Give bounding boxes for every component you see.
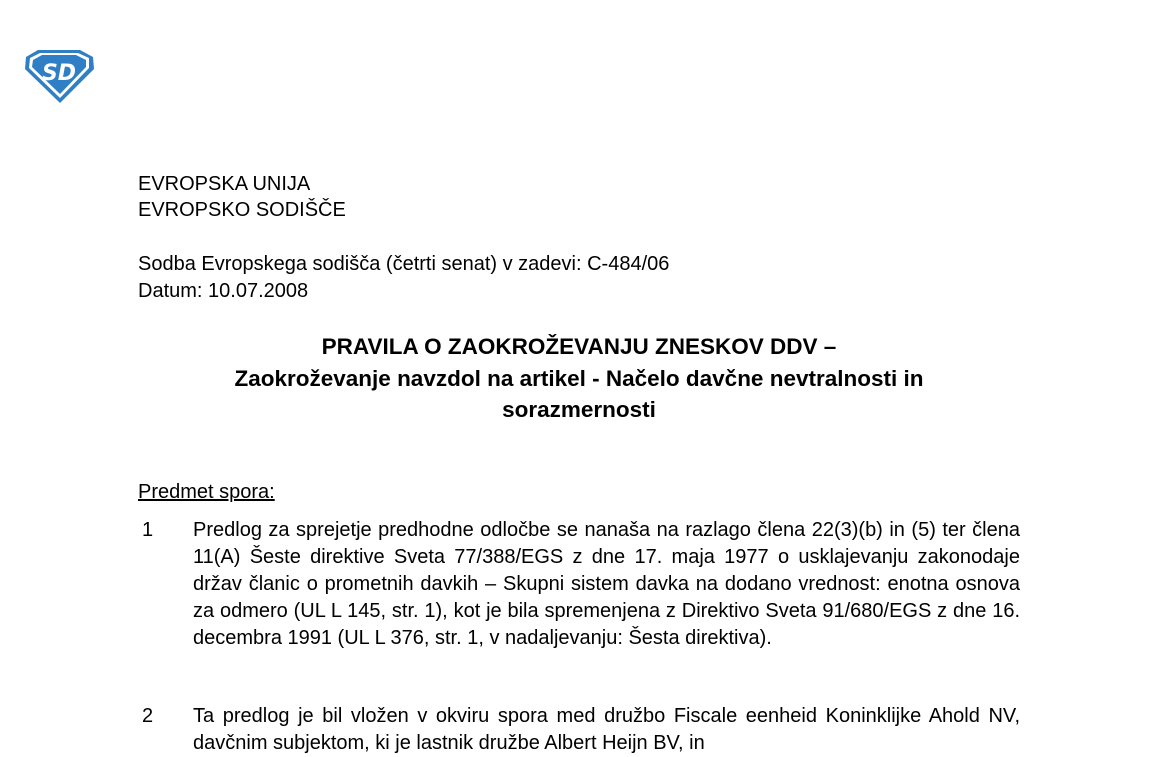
paragraph-text: Predlog za sprejetje predhodne odločbe se nanaša na razlago člena 22(3)(b) in (5) ter člena 11(A) Šeste direktive Sveta 77/388/EGS z dne 17. maja 1977 o usklajevanju zakonodaje držav članic o prometnih davkih – Skupni sistem davka na dodano vrednost: enotna osnova za odmero (UL L 145, str. 1), kot je bila spremenjena z Direktivo Sveta 91/680/EGS z dne 16. decembra 1991 (UL L 376, str. 1, v nadaljevanju: Šesta direktiva). <box>193 519 1020 649</box>
paragraph-text: Ta predlog je bil vložen v okviru spora med družbo Fiscale eenheid Koninklijke Ahold NV, davčnim subjektom, ki je lastnik družbe Albert Heijn BV, in <box>193 705 1020 754</box>
court-logo <box>22 47 96 105</box>
header-line-court: EVROPSKO SODIŠČE <box>138 199 346 221</box>
section-heading-subject: Predmet spora: <box>138 481 275 503</box>
sd-shield-icon <box>22 47 96 105</box>
case-number-line: Sodba Evropskega sodišča (četrti senat) v zadevi: C-484/06 <box>138 253 670 275</box>
document-title <box>138 331 1020 426</box>
numbered-paragraph <box>138 517 1020 652</box>
court-header <box>138 171 346 223</box>
judgment-date-line: Datum: 10.07.2008 <box>138 280 309 302</box>
title-line-3: sorazmernosti <box>502 397 656 422</box>
title-line-1: PRAVILA O ZAOKROŽEVANJU ZNESKOV DDV – <box>321 334 837 359</box>
paragraph-number: 1 <box>142 519 154 541</box>
paragraph-number: 2 <box>142 705 154 727</box>
title-line-2: Zaokroževanje navzdol na artikel - Načelo davčne nevtralnosti in <box>234 365 924 391</box>
numbered-paragraph <box>138 703 1020 757</box>
header-line-union: EVROPSKA UNIJA <box>138 173 311 195</box>
logo-lettering: SD <box>41 61 77 86</box>
case-reference <box>138 251 669 305</box>
